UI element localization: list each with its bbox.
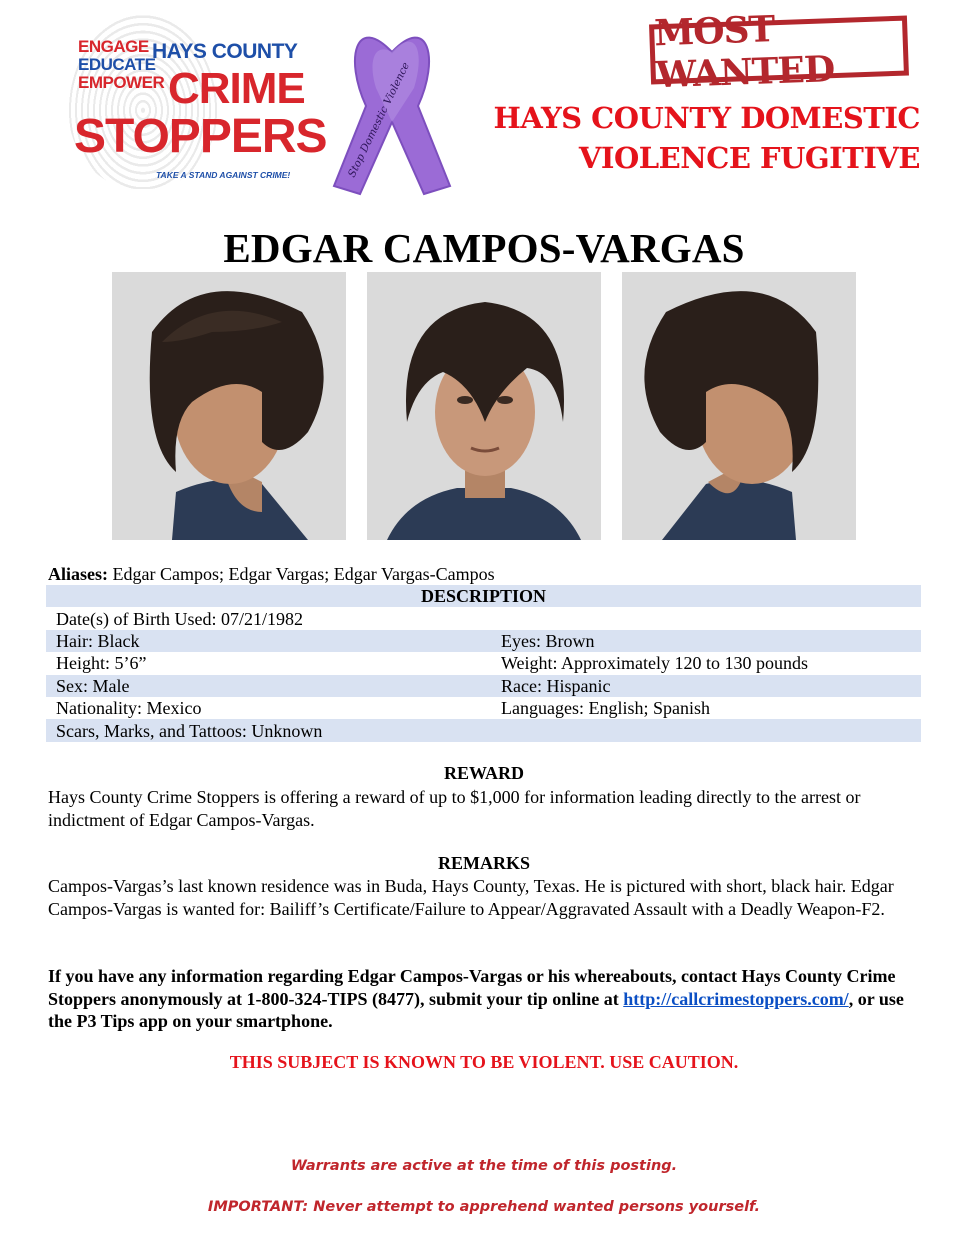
logo-stoppers: STOPPERS — [74, 110, 327, 163]
dob: Date(s) of Birth Used: 07/21/1982 — [56, 608, 303, 629]
height: Height: 5’6” — [56, 653, 147, 674]
right-profile-photo — [622, 272, 856, 540]
warrants-notice: Warrants are active at the time of this posting. — [290, 1158, 678, 1174]
reward-heading: REWARD — [443, 763, 524, 783]
headline-line-1: HAYS COUNTY DOMESTIC — [493, 101, 920, 135]
nationality: Nationality: Mexico — [56, 698, 202, 719]
remarks-heading: REMARKS — [437, 853, 530, 873]
logo-tagline: TAKE A STAND AGAINST CRIME! — [156, 170, 291, 180]
hair: Hair: Black — [46, 630, 491, 652]
languages: Languages: English; Spanish — [501, 698, 710, 719]
important-notice: IMPORTANT: Never attempt to apprehend wanted persons yourself. — [207, 1199, 761, 1215]
subject-name: EDGAR CAMPOS-VARGAS — [223, 225, 745, 271]
description-table — [46, 585, 921, 742]
logo-engage-lines: ENGAGE EDUCATE EMPOWER — [78, 37, 165, 92]
race: Race: Hispanic — [491, 675, 921, 697]
crime-stoppers-logo — [60, 14, 327, 194]
front-photo — [367, 272, 601, 540]
contact-text: If you have any information regarding Edgar Campos-Vargas or his whereabouts, contact Hays County Crime Stoppers anonymously at 1-800-324-TIPS (8477), submit your tip online at http://callcrimestoppers.com/, or use the P3 Tips app on your smartphone. — [48, 966, 904, 1031]
most-wanted-stamp: MOST WANTED — [649, 16, 909, 85]
remarks-text: Campos-Vargas’s last known residence was in Buda, Hays County, Texas. He is pictured with short, black hair. Edgar Campos-Vargas is wanted for: Bailiff’s Certificate/Failure to Appear/Aggravated Assault with a Deadly Weapon-F2. — [48, 876, 894, 919]
scars-marks-tattoos: Scars, Marks, and Tattoos: Unknown — [46, 719, 921, 741]
logo-crime: CRIME — [168, 64, 305, 113]
headline — [480, 98, 920, 178]
sex: Sex: Male — [46, 675, 491, 697]
purple-ribbon-icon — [326, 18, 458, 214]
aliases-label: Aliases: — [48, 564, 108, 584]
aliases — [48, 564, 495, 585]
left-profile-photo — [112, 272, 346, 540]
aliases-value: Edgar Campos; Edgar Vargas; Edgar Vargas-Campos — [112, 564, 495, 584]
caution-warning: THIS SUBJECT IS KNOWN TO BE VIOLENT. USE CAUTION. — [229, 1052, 739, 1072]
weight: Weight: Approximately 120 to 130 pounds — [501, 653, 809, 674]
crime-stoppers-link[interactable]: http://callcrimestoppers.com/ — [623, 988, 849, 1009]
eyes: Eyes: Brown — [491, 630, 921, 652]
reward-text: Hays County Crime Stoppers is offering a reward of up to $1,000 for information leading directly to the arrest or indictment of Edgar Campos-Vargas. — [48, 787, 861, 830]
logo-county: HAYS COUNTY — [152, 40, 298, 63]
description-header: DESCRIPTION — [46, 585, 921, 607]
headline-line-2: VIOLENCE FUGITIVE — [578, 141, 920, 175]
ribbon-text: Stop Domestic Violence — [345, 60, 413, 180]
